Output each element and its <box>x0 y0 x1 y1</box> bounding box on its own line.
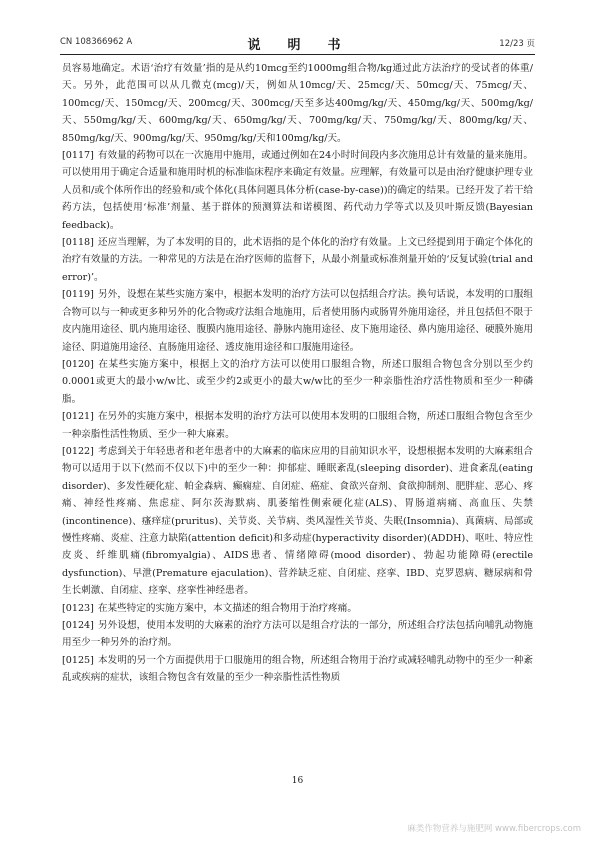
paragraph-0119 <box>62 286 533 356</box>
paragraph-text: 另外设想，使用本发明的大麻素的治疗方法可以是组合疗法的一部分，所述组合疗法包括向哺乳动物施用至少一种另外的治疗剂。 <box>62 620 533 649</box>
site-watermark: 麻类作物营养与施肥网 www.fibercrops.com <box>407 824 581 834</box>
paragraph-text: 在某些特定的实施方案中，本文描述的组合物用于治疗疼痛。 <box>97 602 357 614</box>
page-header <box>60 34 535 52</box>
document-title: 说 明 书 <box>247 38 348 53</box>
paragraph-number: [0121] <box>62 411 94 423</box>
paragraph-text: 在某些实施方案中，根据上文的治疗方法可以使用口服组合物，所述口服组合物包含分别以至少约0.0001或更大的最小w/w比、或至少约2或更小的最大w/w比的至少一种亲脂性治疗活性物质和至少一种磷脂。 <box>62 358 533 405</box>
paragraph-text: 另外，设想在某些实施方案中，根据本发明的治疗方法可以包括组合疗法。换句话说，本发明的口服组合物可以与一种或更多种另外的化合物或疗法组合地施用，后者使用肠内或肠胃外施用途径，并且包括但不限于皮内施用途径、肌内施用途径、腹膜内施用途径、静脉内施用途径、皮下施用途径、鼻内施用途径、硬膜外施用途径、阴道施用途径、直肠施用途径、透皮施用途径和口服施用途径。 <box>62 289 533 353</box>
paragraph-number: [0124] <box>62 620 94 631</box>
paragraph-0122 <box>62 443 533 600</box>
paragraph-number: [0118] <box>62 237 94 249</box>
paragraph-0123 <box>62 600 533 617</box>
page-indicator: 12/23 页 <box>499 39 535 49</box>
page-number: 16 <box>291 776 304 786</box>
paragraph-text: 考虑到关于年轻患者和老年患者中的大麻素的临床应用的目前知识水平，设想根据本发明的大麻素组合物可以适用于以下(然而不仅以下)中的至少一种：抑郁症、睡眠紊乱(sleeping disorder)、进食紊乱(eating disorder)、多发性硬化症、帕金森病、癫痫症、自闭症、癌症、食欲兴奋剂、食欲抑制剂、肥胖症、恶心、疼痛、神经性疼痛、焦虑症、阿尔茨海默病、肌萎缩性侧索硬化症(ALS)、胃肠道病痛、高血压、失禁(incontinence)、瘙痒症(pruritus)、关节炎、关节病、类风湿性关节炎、失眠(Insomnia)、真菌病、局部或慢性疼痛、炎症、注意力缺陷(attention deficit)和多动症(hyperactivity disorder)(ADDH)、呕吐、特应性皮炎、纤维肌痛(fibromyalgia)、AIDS患者、情绪障碍(mood disorder)、勃起功能障碍(erectile dysfunction)、早泄(Premature ejaculation)、营养缺乏症、自闭症、痉挛、IBD、克罗恩病、糖尿病和骨生长刺激、自闭症、痉挛、痉挛性神经患者。 <box>62 445 533 597</box>
paragraph-0118 <box>62 234 533 286</box>
paragraph-number: [0119] <box>62 289 94 301</box>
body-text <box>62 60 533 687</box>
paragraph-text: 在另外的实施方案中，根据本发明的治疗方法可以使用本发明的口服组合物，所述口服组合物包含至少一种亲脂性活性物质、至少一种大麻素。 <box>62 411 533 440</box>
paragraph-number: [0122] <box>62 445 94 457</box>
paragraph-number: [0120] <box>62 358 94 370</box>
paragraph-0124 <box>62 617 533 652</box>
paragraph-text: 员容易地确定。术语‘治疗有效量’指的是从约10mcg至约1000mg组合物/kg通过此方法治疗的受试者的体重/天。另外，此范围可以从几微克(mcg)/天，例如从10mcg/天、25mcg/天、50mcg/天、75mcg/天、100mcg/天、150mcg/天、200mcg/天、300mcg/天至多达400mg/kg/天、450mg/kg/天、500mg/kg/天、550mg/kg/天、600mg/kg/天、650mg/kg/天、700mg/kg/天、750mg/kg/天、800mg/kg/天、850mg/kg/天、900mg/kg/天、950mg/kg/天和100mg/kg/天。 <box>62 63 533 144</box>
header-rule <box>60 54 535 55</box>
paragraph-0121 <box>62 408 533 443</box>
paragraph-text: 有效量的药物可以在一次施用中施用，或通过例如在24小时时间段内多次施用总计有效量的量来施用。可以使用用于确定合适量和施用时机的标准临床程序来确定有效量。应理解，有效量可以是由治疗健康护理专业人员和/或个体所作出的经验和/或个体化(具体问题具体分析(case-by-case))的确定的结果。已经开发了若干给药方法，包括使用‘标准’剂量、基于群体的预测算法和诺模图、药代动力学等式以及贝叶斯反馈(Bayesian feedback)。 <box>62 150 533 231</box>
paragraph-number: [0123] <box>62 602 94 614</box>
paragraph-number: [0125] <box>62 654 94 666</box>
paragraph-0117 <box>62 147 533 234</box>
paragraph-number: [0117] <box>62 150 94 162</box>
publication-number: CN 108366962 A <box>60 37 133 47</box>
paragraph-0120 <box>62 356 533 408</box>
paragraph-continued <box>62 60 533 147</box>
paragraph-0125 <box>62 652 533 687</box>
paragraph-text: 还应当理解，为了本发明的目的，此术语指的是个体化的治疗有效量。上文已经提到用于确定个体化的治疗有效量的方法。一种常见的方法是在治疗医师的监督下，从最小剂量或标准剂量开始的‘反复试验(trial and error)’。 <box>62 237 533 283</box>
paragraph-text: 本发明的另一个方面提供用于口服施用的组合物，所述组合物用于治疗或减轻哺乳动物中的至少一种紊乱或疾病的症状，该组合物包含有效量的至少一种亲脂性活性物质 <box>62 654 533 684</box>
